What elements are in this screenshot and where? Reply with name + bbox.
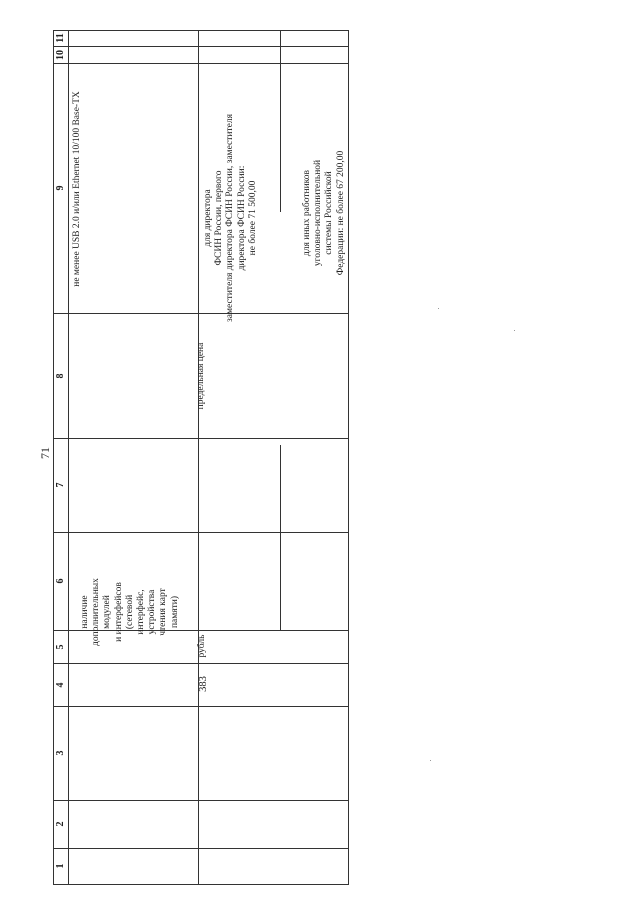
col-header-10: 10 bbox=[55, 50, 66, 60]
cell-price-limit: предельная цена bbox=[196, 342, 206, 410]
col-header-3: 3 bbox=[55, 750, 66, 756]
col-header-6: 6 bbox=[55, 578, 66, 584]
row-divider-1 bbox=[198, 30, 199, 885]
table-border-bottom bbox=[53, 884, 349, 885]
table-border-top bbox=[53, 30, 349, 31]
col-header-11: 11 bbox=[55, 33, 66, 43]
page-number: 71 bbox=[38, 447, 52, 459]
col-divider-3-2 bbox=[53, 800, 349, 801]
col-header-8: 8 bbox=[55, 373, 66, 379]
col-divider-9-8 bbox=[53, 313, 349, 314]
cell-price-other-staff: для иных работников уголовно-исполнительной системы Российской Федерации: не более 67 200,00 bbox=[302, 150, 346, 276]
cell-code-383: 383 bbox=[198, 676, 209, 692]
header-row-divider bbox=[68, 30, 69, 885]
col-divider-11-10 bbox=[53, 46, 349, 47]
col-divider-2-1 bbox=[53, 848, 349, 849]
cell-interface-requirement: не менее USB 2.0 и/или Ethernet 10/100 Base-TX bbox=[72, 91, 82, 287]
scan-speck bbox=[514, 330, 515, 331]
row-divider-sub bbox=[280, 30, 281, 212]
cell-modules-interfaces: наличие дополнительных модулей и интерфейсов (сетевой интерфейс, устройства чтения карт памяти) bbox=[80, 578, 180, 646]
col-divider-4-3 bbox=[53, 706, 349, 707]
cell-price-director: для директора ФСИН России, первого заместителя директора ФСИН России, заместителя директора ФСИН России: не более 71 500,00 bbox=[203, 114, 258, 322]
col-header-2: 2 bbox=[55, 821, 66, 827]
col-header-4: 4 bbox=[55, 682, 66, 688]
col-header-9: 9 bbox=[55, 185, 66, 191]
cell-unit-ruble: рубль bbox=[197, 634, 207, 658]
col-header-7: 7 bbox=[55, 482, 66, 488]
scan-speck bbox=[438, 308, 439, 309]
table bbox=[53, 30, 349, 885]
col-divider-7-6 bbox=[53, 532, 349, 533]
col-divider-8-7 bbox=[53, 438, 349, 439]
row-divider-sub-2 bbox=[280, 445, 281, 630]
col-header-1: 1 bbox=[55, 863, 66, 869]
col-header-5: 5 bbox=[55, 644, 66, 650]
col-divider-10-9 bbox=[53, 63, 349, 64]
scan-speck bbox=[430, 760, 431, 761]
table-border-left bbox=[53, 30, 54, 885]
